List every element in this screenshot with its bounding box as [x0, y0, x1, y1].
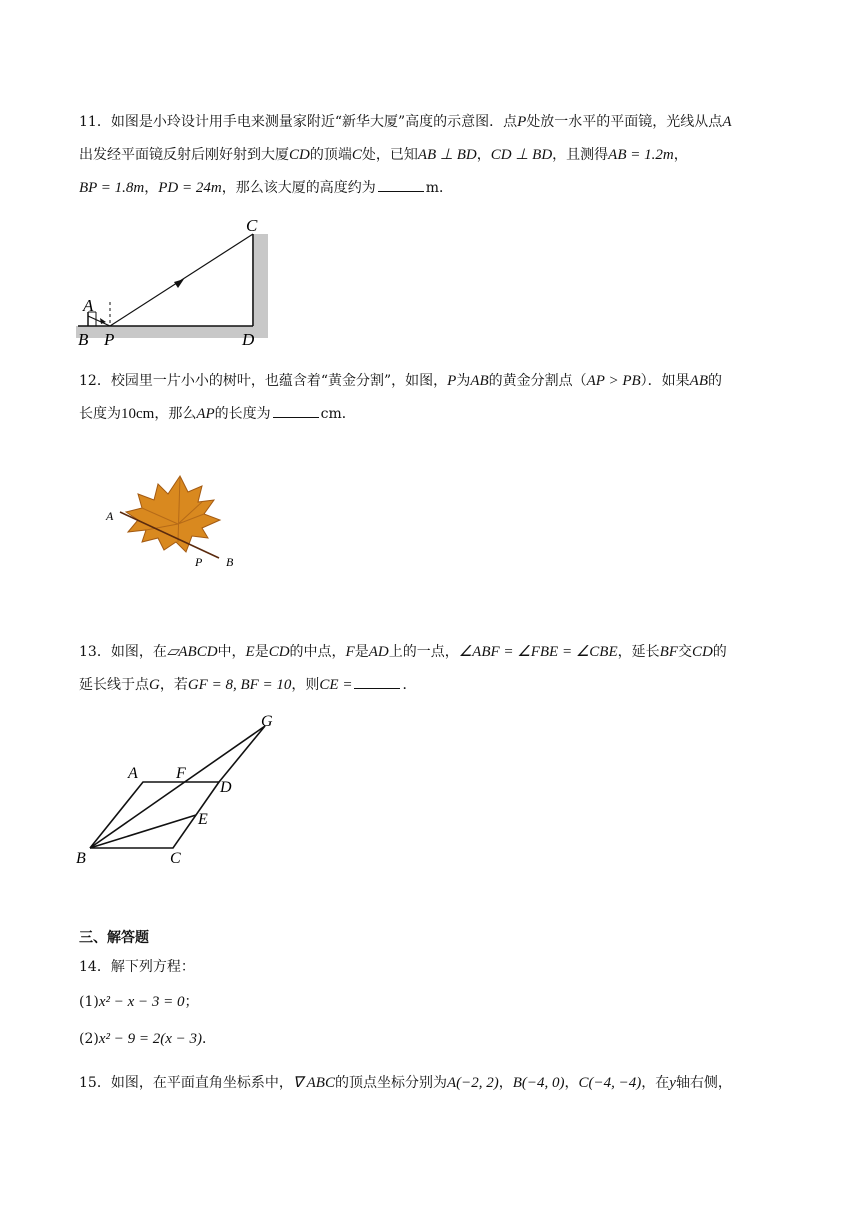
label-C: C [170, 850, 181, 867]
answer-blank [354, 676, 400, 689]
label-D: D [220, 779, 232, 796]
building-shading [252, 234, 268, 338]
answer-blank [273, 405, 319, 418]
arrow-icon [174, 279, 184, 288]
q11-line2: 出发经平面镜反射后刚好射到大厦CD的顶端C处，已知AB ⊥ BD，CD ⊥ BD，且测得AB = 1.2m， [79, 147, 688, 163]
q13-figure [74, 712, 284, 867]
arrow-icon [100, 318, 106, 324]
maple-leaf [126, 476, 220, 552]
q14-stem: 14．解下列方程： [79, 959, 195, 975]
q12-line2: 长度为10cm，那么AP的长度为 cm． [79, 406, 356, 422]
q14-part2: (2)x² − 9 = 2(x − 3)． [79, 1031, 217, 1047]
q11-line1: 11．如图是小玲设计用手电来测量家附近“新华大厦”高度的示意图．点P处放一水平的平面镜，光线从点A [79, 114, 732, 130]
label-A: A [106, 509, 114, 523]
label-D: D [242, 330, 255, 349]
label-P: P [104, 330, 115, 349]
section-title: 三、解答题 [79, 930, 149, 946]
q12-leaf-figure [98, 472, 248, 572]
q15-line1: 15．如图，在平面直角坐标系中，∇ ABC的顶点坐标分别为A(−2, 2)，B(−4, 0)，C(−4, −4)，在y轴右侧， [79, 1075, 732, 1091]
q14-part1: (1)x² − x − 3 = 0； [79, 994, 199, 1010]
label-A: A [128, 765, 138, 782]
q11-figure [74, 212, 274, 352]
q11-line3: BP = 1.8m，PD = 24m，那么该大厦的高度约为 m． [79, 180, 453, 196]
label-G: G [261, 713, 273, 730]
label-E: E [198, 811, 208, 828]
q12-line1: 12．校园里一片小小的树叶，也蕴含着“黄金分割”，如图，P为AB的黄金分割点（AP > PB）．如果AB的 [79, 373, 722, 389]
label-B: B [226, 555, 234, 569]
label-B: B [76, 850, 86, 867]
label-A: A [83, 296, 94, 315]
label-F: F [176, 765, 186, 782]
label-P: P [195, 555, 203, 569]
label-B: B [78, 330, 89, 349]
answer-blank [378, 179, 424, 192]
q13-line2: 延长线于点G，若GF = 8, BF = 10，则CE = ． [79, 677, 417, 693]
q13-line1: 13．如图，在▱ABCD中，E是CD的中点，F是AD上的一点，∠ABF = ∠FBE = ∠CBE，延长BF交CD的 [79, 644, 727, 660]
label-C: C [246, 216, 258, 235]
